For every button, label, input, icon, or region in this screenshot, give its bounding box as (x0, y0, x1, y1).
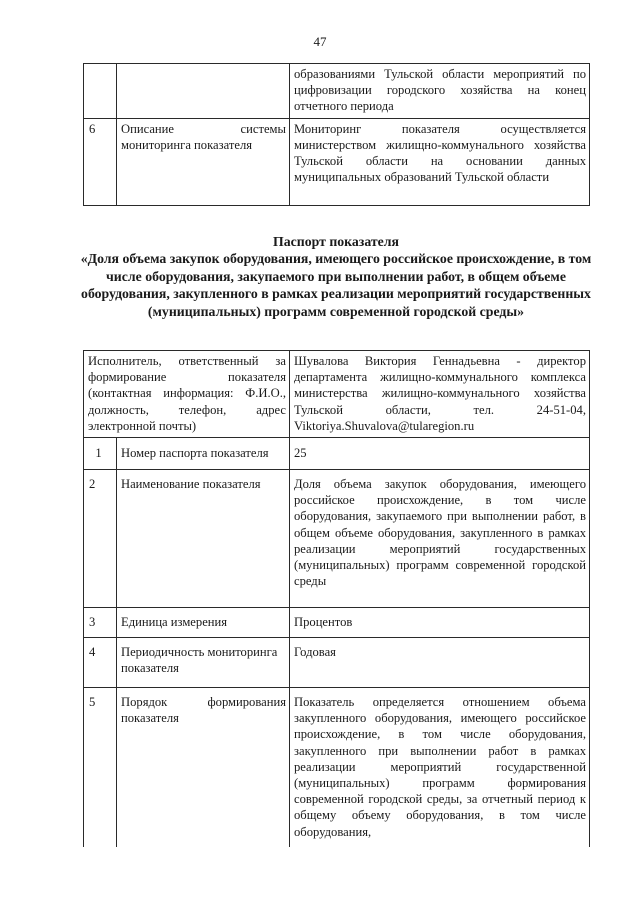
page-number: 47 (313, 34, 327, 49)
table-cell-empty (84, 64, 117, 119)
row-label: Номер паспорта показателя (117, 438, 290, 470)
row-value: 25 (290, 438, 590, 470)
row-label: Единица измерения (117, 608, 290, 638)
table-row (84, 438, 590, 470)
row-number: 5 (84, 688, 117, 848)
table-cell-empty (117, 64, 290, 119)
executor-label: Исполнитель, ответственный за формирование показателя (контактная информация: Ф.И.О., должность, телефон, адрес электронной почты) (84, 351, 290, 438)
row-number: 2 (84, 470, 117, 608)
passport-table (83, 350, 590, 847)
row-label: Периодичность мониторинга показателя (117, 638, 290, 688)
row-value: Мониторинг показателя осуществляется министерством жилищно-коммунального хозяйства Тульской области на основании данных муниципальных образований Тульской области (290, 118, 590, 205)
executor-value: Шувалова Виктория Геннадьевна - директор департамента жилищно-коммунального комплекса министерства жилищно-коммунального хозяйства Тульской области, тел. 24-51-04, Viktoriya.Shuvalova@tularegion.ru (290, 351, 590, 438)
row-number: 1 (84, 438, 117, 470)
row-value: Процентов (290, 608, 590, 638)
row-label: Наименование показателя (117, 470, 290, 608)
passport-heading (80, 233, 592, 320)
row-label: Порядок формирования показателя (117, 688, 290, 848)
monitoring-table-continuation (83, 63, 590, 206)
passport-title: Паспорт показателя (273, 234, 399, 249)
row-number: 6 (84, 118, 117, 205)
indicator-name-heading: «Доля объема закупок оборудования, имеющего российское происхождение, в том числе оборудования, закупаемого при выполнении работ, в общем объеме оборудования, закупленного в рамках реализации мероприятий государственных (муниципальных) программ современной городской среды» (80, 251, 592, 319)
row-value: Показатель определяется отношением объема закупленного оборудования, имеющего российское происхождение, в том числе оборудования, закупленного при выполнении работ в рамках реализации мероприятий государственной (муниципальных) программ формирования современной городской среды, за отчетный период к общему объему оборудования, в том числе оборудования, (290, 688, 590, 848)
row-value: Доля объема закупок оборудования, имеющего российское происхождение, в том числе оборудования, закупаемого при выполнении работ, в общем объеме оборудования, закупленного в рамках реализации мероприятий государственных (муниципальных) программ современной городской среды (290, 470, 590, 608)
table-row (84, 638, 590, 688)
table-row (84, 608, 590, 638)
continuation-text: образованиями Тульской области мероприятий по цифровизации городского хозяйства на конец отчетного периода (290, 64, 590, 119)
row-number: 4 (84, 638, 117, 688)
table-row (84, 118, 590, 205)
table-row (84, 64, 590, 119)
table-row (84, 688, 590, 848)
table-row (84, 351, 590, 438)
table-row (84, 470, 590, 608)
row-number: 3 (84, 608, 117, 638)
row-label: Описание системы мониторинга показателя (117, 118, 290, 205)
row-value: Годовая (290, 638, 590, 688)
